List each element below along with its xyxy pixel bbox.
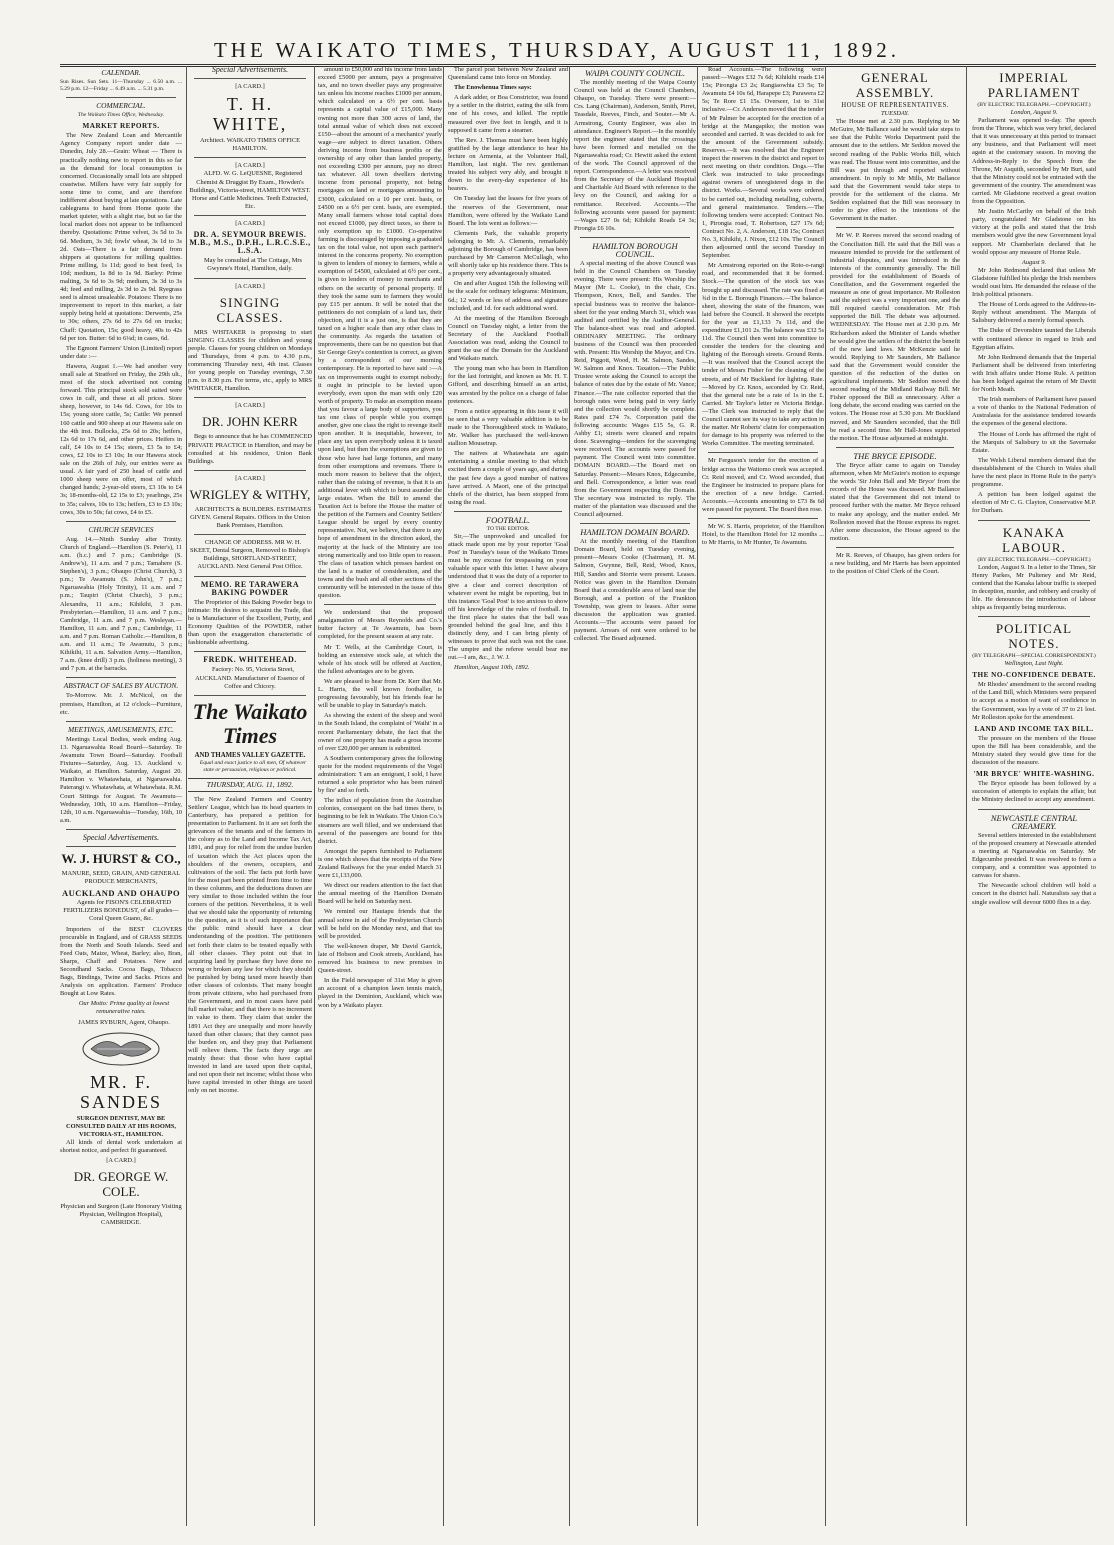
church-services: Aug. 14.—Ninth Sunday after Trinity. Church of England.—Hamilton (S. Peter's), 11 a.m. (h.c.) and 7 p.m.; Cambridge (S. Andrew's), 11 a.m. and 7 p.m.; Tamahere (S. Stephen's), 3 p.m.; Ohaupo (Christ Church), 3 p.m.; Te Awamutu (S. John's), 7 p.m.; Ngaruawahia (Holy Trinity), 11 a.m. and 7 p.m.; Taupiri (Christ Church), 3 p.m.; Alexandra, 11 a.m.; Kihikihi, 3 p.m. Presbyterian.—Hamilton, 11 a.m. and 7 p.m.; Cambridge, 11 a.m. and 7 p.m. Wesleyan.—Hamilton, 11 a.m. and 7 p.m.; Cambridge, 11 a.m. and 7 p.m. Roman Catholic.—Hamilton, 8 a.m. and 11 a.m.; Te Awamutu, 3 p.m.; Kihikihi, 11 a.m. Salvation Army.—Hamilton, 7 a.m. (knee drill) 3 p.m. (holiness meeting), 3 and 7 p.m. at the barracks. bbox=[60, 535, 182, 673]
news-paragraph: Clements Park, the valuable property belonging to Mr. A. Clements, remarkably adjoining the Borough of Cambridge, has been purchased by Mr Cameron McCullagh, who will shortly take up his residence there. This is a property very advantageously situated. bbox=[448, 229, 568, 278]
news-paragraph: The young man who has been in Hamilton for the last fortnight, and known as Mr. H. T. Gifford, and describing himself as an artist, was arrested by the police on a charge of false pretences. bbox=[448, 365, 568, 405]
waipa-report: The monthly meeting of the Waipa County Council was held at the Council Chambers, Ohaupo, on Tuesday. There were present:—Crs. Lang (Chairman), Anderson, Smith, Pirret, Teasdale, Reeves, Finch, and Souter.—Mr A. Armstrong, County Engineer, was also in attendance. Engineer's Report.—In the monthly report the engineer stated that the crossings have been formed and metalled on the Ngaruawahia road; Cr. Hewitt asked the extent of the work. The Council approved of the report. Correspondence.—A letter was received from the Secretary of the Auckland Hospital and Charitable Aid Board with reference to the levy on the Council, and asking for a remittance. Received. Accounts.—The following accounts were passed for payment:—Wages £27 0s 6d; Kihikihi Roads £4 3s; Pirongia £6 10s. bbox=[574, 79, 696, 232]
nameplate-motto: Equal and exact justice to all men, Of whatever state or persuasion, religious or political. bbox=[199, 759, 307, 773]
no-confidence-text: Mr Rhodes' amendment to the second reading of the Land Bill, which Ministers were prepared to accept as a motion of want of confidence in the Government, was by a vote of 37 to 21 lost. Mr Rolleston spoke for the amendment. bbox=[972, 681, 1096, 721]
hurst-agent: JAMES RYBURN, Agent, Ohaupo. bbox=[78, 1018, 170, 1026]
assembly-day: TUESDAY. bbox=[881, 110, 909, 118]
bridge-report: Mr Ferguson's tender for the erection of a bridge across the Waitomo creek was accepted. Cr. Reid moved, and Cr. Wood seconded, that the Engineer be instructed to prepare plans for the erection of a new bridge. Carried. Accounts.—Accounts amounting to £73 8s 6d were passed for payment. The Board then rose. bbox=[702, 457, 824, 513]
divider bbox=[194, 157, 306, 158]
calendar-heading: CALENDAR. bbox=[101, 68, 141, 77]
divider bbox=[66, 721, 176, 722]
column-8 bbox=[972, 66, 1096, 1526]
brewis-name: DR. A. SEYMOUR BREWIS. M.B., M.S., D.P.H., L.R.C.S.E., L.S.A. bbox=[189, 230, 311, 256]
wrigley-text: ARCHITECTS & BUILDERS. ESTIMATES GIVEN. General Repairs. Offices in the Union Bank Premises, Hamilton. bbox=[190, 505, 312, 530]
calendar-table: Sun Rises. Sun Sets. 11—Thursday ... 6.50 a.m. ... 5.29 p.m. 12—Friday ... 6.49 a.m. ... 5.31 p.m. bbox=[60, 79, 182, 93]
waipa-heading: WAIPA COUNTY COUNCIL. bbox=[585, 68, 685, 78]
news-paragraph: Mr T. Wells, at the Cambridge Court, is holding an extensive stock sale, at which the whole of his stock will be offered at Auction, the fullest advantages are to be given. bbox=[318, 643, 442, 675]
football-heading: FOOTBALL. bbox=[485, 514, 531, 525]
political-place: Wellington, Last Night. bbox=[1004, 660, 1064, 668]
news-paragraph: We are pleased to hear from Dr. Kerr that Mr. L. Harris, the well known footballer, is progressing favourably, but his friends fear he will be unable to play in Saturday's match. bbox=[318, 677, 442, 710]
sandes-dental: All kinds of dental work undertaken at shortest notice, and perfect fit guaranteed. bbox=[60, 1138, 182, 1155]
news-paragraph: A Southern contemporary gives the following quote for the modest requirements of the Vogel administration: 'I am an emigrant, I sold, I have returned a sole proprietor who has been ruined by fire' and so forth. bbox=[318, 754, 442, 795]
divider bbox=[194, 695, 306, 696]
domain-heading: HAMILTON DOMAIN BOARD. bbox=[580, 527, 690, 538]
land-tax-text: The pressure on the members of the House upon the Bill has been considerable, and the Ministry stated they would give time for the discussion of the measure. bbox=[972, 734, 1096, 767]
hurst-motto: Our Motto: Prime quality at lowest remunerative rates. bbox=[78, 1000, 170, 1016]
political-sub: (BY TELEGRAPH—SPECIAL CORRESPONDENT.) bbox=[972, 653, 1096, 660]
hurst-places: AUCKLAND AND OHAUPO bbox=[61, 888, 181, 899]
news-paragraph: We remind our Hautapu friends that the annual soiree in aid of the Presbyterian Church will be held on the Monday next, and that tea will be provided. bbox=[318, 908, 442, 940]
assembly-text-2: Mr W. P. Reeves moved the second reading of the Conciliation Bill. He said that the Bill was a measure intended to provide for the settlement of industrial disputes, and was introduced in the interests of the community generally. The Bill provided for the establishment of Boards of Conciliation, and the Government regarded the measure as one of great importance. Mr Rolleston said the subject was a very important one, and the Bill required careful consideration. Mr Fish supported the Bill. The debate was adjourned. WEDNESDAY. The House met at 2.30 p.m. Mr Richardson asked the Minister of Lands whether he would give the settlers of the district the benefit of the new land laws. Mr McKenzie said he would. Replying to Mr Saunders, Mr Ballance said that the Government would consider the question of the reduction of the duties on agricultural implements. Mr Seddon moved the second reading of the Midland Railway Bill. Mr Fisher opposed the Bill as unnecessary. After a long debate, the second reading was carried on the voices. The House rose at 5.30 p.m. Mr Buckland moved, and Mr Saunders seconded, that the Bill be read a second time. Mr Hall-Jones supported the motion. The House adjourned at midnight. bbox=[830, 232, 960, 442]
assembly-sub: HOUSE OF REPRESENTATIVES. bbox=[841, 102, 949, 109]
special-ads-heading: Special Advertisements. bbox=[211, 66, 289, 74]
imperial-text: The Irish members of Parliament have passed a vote of thanks to the National Federation of Australasia for the assistance tendered towards the expenses of the general elections. bbox=[972, 396, 1096, 428]
news-paragraph: As showing the extent of the sheep and wool in the South Island, the complaint of 'Waihi' in a recent Parliamentary debate, the fact that the owner of one property has made a gross income of over £20,000 per annum is submitted. bbox=[318, 712, 442, 752]
bryce-text: The Bryce affair came to again on Tuesday afternoon, when Mr McGuire's motion to expunge the words 'Sir John Hall and Mr Bryce' from the records of the House was discussed. Mr Ballance stated that the Government did not intend to proceed further with the matter. Mr Bryce refused to make any apology, and the matter ended. Mr Rolleston moved that the House express its regret. After some discussion, the House agreed to the motion. bbox=[830, 461, 960, 542]
kerr-text: Begs to announce that he has COMMENCED PRIVATE PRACTICE in Hamilton, and may be consulted at his residence, Union Bank Buildings. bbox=[188, 433, 312, 465]
divider bbox=[194, 470, 306, 471]
commercial-sub: The Waikato Times Office, Wednesday. bbox=[77, 112, 165, 119]
divider bbox=[836, 227, 954, 228]
news-paragraph: The influx of population from the Australian colonies, consequent on the bad times there, is beginning to be felt in Waikato. The Union Co.'s steamers are well filled, and we understand that several of the passengers are bound for this district. bbox=[318, 797, 442, 845]
newspaper-nameplate: The Waikato Times bbox=[192, 698, 308, 748]
commercial-heading: COMMERCIAL. bbox=[96, 101, 146, 111]
imperial-text: The House of Lords has affirmed the right of the Marquis of Salisbury to sit the Savernake Estate. bbox=[972, 430, 1096, 454]
hurst-clovers: Importers of the BEST CLOVERS procurable in England, and of GRASS SEEDS from the North and South Islands. Seed and Feed Oats, Maize, Wheat, Barley; also, Bran, Sharps, Chaff and Potatoes. New and Secondhand Sacks. Cocoa Bags, Tobacco Bags, Bindings, Twine and Sacks. Prices and Analysis on application. Farmers' Produce Bought at Low Rates. bbox=[60, 925, 182, 998]
cole-name: DR. GEORGE W. COLE. bbox=[73, 1169, 169, 1200]
news-paragraph: At the meeting of the Hamilton Borough Council on Tuesday night, a letter from the Secretary of the Auckland Football Association was read, asking the Council to grant the use of the Domain for the Auckland and Waikato match. bbox=[448, 314, 568, 363]
no-confidence-heading: THE NO-CONFIDENCE DEBATE. bbox=[972, 671, 1096, 680]
card-label: [A CARD.] bbox=[235, 474, 265, 482]
misc-notice: Mr R. Reeves, of Ohaupo, has given orders for a new building, and Mr Harris has been appointed to the position of Chief Clerk of the Court. bbox=[830, 551, 960, 576]
council-continued: Road Accounts.—The following were passed:—Wages £32 7s 6d; Kihikihi roads £14 15s; Pirongia £3 2s; Rangiaowhia £3 5s; Te Awamutu £4 10s 6d, Harapepe £3; Parawera £2 5s; Te Rore £1 15s. Overseer, 1st to 31st inclusive.—Cr. Anderson moved that the tender of Mr Palmer be accepted for the erection of a bridge at the Mangapiko; the motion was seconded and carried. It was decided to ask for the amount of the Government subsidy. Reserves.—It was resolved that the Engineer inspect the reserves in the district and report to next meeting on their condition. Dogs.—The Clerk was instructed to take proceedings against owners of unregistered dogs in the district. Works.—Several works were ordered to be carried out, including metalling, culverts, and general maintenance. Tenders.—The following tenders were accepted: Contract No. 1, Pirongia road, T. Robertson, £27 17s 6d; Contract No. 2, A. Anderson, £18 15s; Contract No. 3, Kihikihi, J. Nixon, £12 10s. The Council then adjourned until the second Tuesday in September. bbox=[702, 66, 824, 260]
divider bbox=[66, 846, 176, 847]
divider bbox=[978, 520, 1090, 521]
divider bbox=[708, 518, 818, 519]
divider bbox=[978, 809, 1090, 810]
news-paragraph: We understand that the proposed amalgamation of Messrs Reynolds and Co.'s butter factory at Te Awamutu, has been completed, for the present season at any rate. bbox=[318, 609, 442, 641]
news-paragraph: In the Field newspaper of 31st May is given an account of a champion lawn tennis match, played in the Dominion, Auckland, which was won by a Waikato player. bbox=[318, 977, 442, 1009]
column-1 bbox=[60, 66, 182, 1526]
creamery-heading: NEWCASTLE CENTRAL CREAMERY. bbox=[990, 812, 1078, 831]
divider bbox=[194, 78, 306, 79]
borough-heading: HAMILTON BOROUGH COUNCIL. bbox=[592, 240, 678, 259]
kanaka-heading: KANAKA LABOUR. bbox=[1002, 524, 1066, 555]
farmers-heading: The Egmont Farmers' Union (Limited) report under date :— bbox=[60, 344, 182, 360]
cole-desc: Physician and Surgeon (Late Honorary Visiting Physician, Wellington Hospital), CAMBRIDGE. bbox=[60, 1203, 182, 1227]
borough-report: A special meeting of the above Council was held in the Council Chambers on Tuesday evening. There were present: His Worship the Mayor (Mr L. Cooke), in the chair, Crs. Thompson, Knox, Bell, and Sandes. The special business was to receive the balance-sheet for the year ending March 31, which was audited and certified by the Auditor-General. The balance-sheet was read and adopted. ORDINARY MEETING. The ordinary business of the Council was then proceeded with. Present: His Worship the Mayor, and Crs. Reid, Piggott, Wood, H. M. Salmon, Sandes, W. Salmon and Knox. Taxation.—The Public Trustee wrote asking the Council to accept the balance of rates due by the estate of Mr. Vance; Finance.—The rate collector reported that the borough rates were being paid in very fairly and the collection would shortly be complete. Rates paid £74 7s. Corporation paid the following accounts: Wages £15 5s, G. R. Ashby £1; streets were cleaned and repairs done. Scavenging—tenders for the scavenging were received. The accounts were passed for payment. The Council went into committee. DOMAIN BOARD.—The Board met on Saturday. Present:—Messrs Knox, Edgecumbe, and Bell. Correspondence, a letter was read from the Government respecting the Domain. The secretary was instructed to reply. The matter of the plantation was discussed and the Council adjourned. bbox=[574, 260, 696, 518]
column-6 bbox=[702, 66, 824, 1526]
change-address-ad: CHANGE OF ADDRESS. MR W. H. SKEET, Dental Surgeon, Removed to Bishop's Buildings, SHORTLAND-STREET, AUCKLAND. Next General Post Office. bbox=[189, 539, 311, 571]
imperial-text: The Duke of Devonshire taunted the Liberals with continued silence in regard to Irish and Egyptian affairs. bbox=[972, 327, 1096, 351]
divider bbox=[66, 677, 176, 678]
news-paragraph: The natives at Whatawhata are again entertaining a similar meeting to that which excited them a couple of years ago, and during the past few days a good number of natives have arrived. A Maori, one of the principal chiefs of the district, has been stopped from using the road. bbox=[448, 450, 568, 506]
imperial-text: A petition has been lodged against the election of Mr C. G. Clayton, Conservative M.P. for Durham. bbox=[972, 491, 1096, 515]
bryce-heading: THE BRYCE EPISODE. bbox=[853, 450, 937, 461]
abstract-heading: ABSTRACT OF SALES BY AUCTION. bbox=[63, 681, 179, 691]
leader-continued: amount to £50,000 and his income from lands exceed £5000 per annum, pays a progressive tax, and no town dweller pays any progressive tax unless his income reaches £1000 per annum, which calculated on a 6½ per cent. basis represents a capital value of £15,000. Many owning not more than 300 acres of land, the total annual value of which does not exceed £150—about the amount of a mechanics' yearly wage—are subject to direct taxation. Others deriving income from business profits or the ownership of any other than landed property, not exceeding £300 per annum, pay no direct tax whatever. All town dwellers deriving income from personal property, not being mortgages on land or mortgages amounting to £3000, calculated on a 10 per cent. basis, or £4500 on a 6½ per cent. basis, are exempted. Many small farmers whose total capital does not exceed £1000, pay direct taxes, so there is only exemption up to £1000. Co-operative farming is discouraged by imposing a graduated tax on the total value, not upon each partner's interest in the concerns property. No exemption is given to lenders of money to farmers, while a exemption of £4500, calculated at 6½ per cent., is given to lenders of money to merchants and others on the security of personal property. If they took the same sum to farmers they would pay £15 per annum. It will be noted that the petitioners do not complain of a land tax, their objection, and it is a just one, is that they are taxed on a higher scale than any other class in the community. As regards the taxation of improvements, there can be no question but that Sir George Grey's contention is correct, as given by a correspondent of our morning contemporary. He is reported to have said :—A tax on improvements ought to exempt nobody; it ought in principle to be levied upon everybody, even upon the man with only £20 worth of property. To make an exemption means that you favour a large body of supporters, you tax one class of people while you exempt another, give one class the right to revenge itself upon another. It is inequitable, however, to place any tax upon everybody unless it is taxed upon land, but then the exemptions are given to those who have had large fortunes, and many from other exemptions and revenues. There is much more reason to believe that the object, rather than the raising of revenue, is that it is an additional lever with which to burst asunder the large estates. When the Bill to amend the Taxation Act is before the House the matter of the petition of the Farmers and Country Settlers' League should be urged by every country representative. Not, we believe, that there is any hope of amendment in the direction asked, the majority at the back of the Ministry are too strong numerically and too little open to reason. The class of taxation which presses hardest on the land is a matter of consideration, and the towns and the bush and all other sections of the community will be interested in the issue of this question. bbox=[318, 66, 442, 600]
football-signature: Hamilton, August 10th, 1892. bbox=[454, 664, 530, 672]
news-paragraph: On and after August 15th the following will be the scale for ordinary telegrams: Minimum, 6d.; 12 words or less of address and signature included, and 1d. for each additional word. bbox=[448, 280, 568, 312]
divider bbox=[194, 215, 306, 216]
assembly-text: The House met at 2.30 p.m. Replying to Mr McGuire, Mr Ballance said he would take steps to see that the Public Works Department paid the amount due to the settlers. Mr Seddon moved the second reading of the Public Works Bill, which was read. The House went into committee, and the Bill was put through and reported without amendment. In reply to Mr Mills, Mr Ballance said that the Government would take steps to provide for the settlement of the claims. Mr Seddon explained that the Bill was necessary in order to give effect to the intentions of the Government in the matter. bbox=[830, 118, 960, 223]
imperial-place: London, August 9. bbox=[1010, 109, 1058, 116]
market-heading: MARKET REPORTS. bbox=[82, 122, 160, 131]
divider bbox=[194, 576, 306, 577]
bryce-whitewashing-text: The Bryce episode has been followed by a succession of attempts to explain the affair, but the Ministry declined to accept any amendment. bbox=[972, 780, 1096, 804]
market-report: The New Zealand Loan and Mercantile Agency Company report under date — Dunedin, July 28.—Grain: Wheat — There is practically nothing new to report in this so far as the demand for local consumption is concerned. Occasionally small lots are shipped coastwise. Millers have very fair supply for some time to come, and are therefore indifferent about buying at late quotations. Late cablegrams to hand from Home quote the market quieter, with a slight rise, but so far the local market does not appear to be influenced thereby. Quotations: Prime velvet, 3s 5d to 3s 6d. Medium, 3s 3d; fowls' wheat, 3s 1d to 3s 2d. Oats—There is a fair demand from shippers at quotations for milling qualities. Prime milling, 1s 11d; good to best feed, 1s 10d; medium, 1s 8d to 1s 9d. Barley: Prime malting, 3s 6d to 3s 9d; medium, 3s 3d to 3s 4d; feed and milling, 2s 3d to 2s 9d. Ryegrass seed is almost unsaleable. Potatoes: There is no improvement to report in this market, a fair supply being held at quotations: Derwents, 25s to 30s; others, 27s 6d to 27s 6d on trucks; Chaff: Quotation, 15s; good heavy, 40s to 42s 6d per ton. Butter: 6d to 6¼d; in cases, 6d. bbox=[60, 132, 182, 342]
memo-text: The Proprietor of this Baking Powder begs to intimate: He desires to acquaint the Trade, that he is Manufacturer of the Excellent, Purity, and Economy Qualities of the POWDER, rather than upon the exaggeration characteristic of fashionable advertising. bbox=[188, 598, 312, 647]
divider bbox=[66, 97, 176, 98]
masthead-rule bbox=[60, 64, 1096, 65]
column-7 bbox=[830, 66, 960, 1526]
bryce-whitewashing-heading: 'MR BRYCE' WHITE-WASHING. bbox=[973, 770, 1095, 779]
singing-heading: SINGING CLASSES. bbox=[216, 294, 284, 325]
imperial-text: Mr John Redmond demands that the Imperial Parliament shall be delivered from interfering with Irish affairs under Home Rule. A petition has been lodged against the return of Mr Davitt for North Meath. bbox=[972, 353, 1096, 394]
white-name: T. H. WHITE, bbox=[212, 94, 288, 135]
singing-text: MRS WHITAKER is proposing to start SINGING CLASSES for children and young people. Classes for young children on Mondays and Thursdays, from 4 p.m. to 4.30 p.m., commencing Thursday next, 4th inst. Classes for young people on Tuesday evenings, 7.30 p.m. to 8.30 p.m. For terms, etc., apply to MRS WHITAKER, Hamilton. bbox=[188, 328, 312, 393]
wrigley-name: WRIGLEY & WITHY, bbox=[189, 486, 311, 502]
political-heading: POLITICAL NOTES. bbox=[995, 621, 1073, 652]
football-to: TO THE EDITOR. bbox=[486, 525, 530, 532]
white-desc: Architect. WAIKATO TIMES OFFICE HAMILTON. bbox=[199, 137, 301, 153]
divider bbox=[580, 523, 690, 524]
divider bbox=[66, 521, 176, 522]
tooth-illustration-icon bbox=[60, 1029, 182, 1069]
leader-article: The New Zealand Farmers and Country Settlers' League, which has its head quarters in Canterbury, has prepared a petition for presentation to Parliament. In it are set forth the grievances of the tenants and of the farmers in the colony as to the Land and Income Tax Act, 1891, and pray for relief from the undue burden of taxation which the Act places upon the shoulders of the owners, occupiers, and cultivators of the soil. The facts put forth have for the most part been printed from time to time in these columns, and the deductions drawn are very similar to those included within the four corners of the petition. Nevertheless, it is well that we should take the opportunity of returning to the question, as it is of such importance that the public mind should have a clear understanding of the position. The petitioners set forth their claim to be treated equally with all other classes. They point out that in acquiring land by purchase they have done no wrong or broken any law for which they should be punished by being taxed more heavily than other classes of colonists. That many bought from private citizens, who had purchased from the Government, and in most cases have paid full market value; and that there is no increment in value to them. They claim that under the 1891 Act they are unequally and more heavily taxed than other classes; that they cannot pass the burden on, and they pray that Parliament will relieve them. The facts they urge are mainly these: that those who have capital invested in land are taxed upon their capital, and not upon their net income; whilst those who have capital invested in other things are taxed only on net income. bbox=[188, 795, 312, 1095]
divider bbox=[324, 604, 436, 605]
news-paragraph: From a notice appearing in this issue it will be seen that a very valuable addition is to be made to the Thoroughbred stock in Waikato, Mr. Walker has purchased the well-known stallion Mousetrap. bbox=[448, 407, 568, 448]
special-ads-heading: Special Advertisements. bbox=[82, 832, 160, 842]
imperial-sub: (BY ELECTRIC TELEGRAPH.—COPYRIGHT.) bbox=[977, 102, 1091, 108]
page-masthead: THE WAIKATO TIMES, THURSDAY, AUGUST 11, 1892. bbox=[213, 38, 900, 62]
column-3 bbox=[318, 66, 442, 1526]
whitehead-name: FREDK. WHITEHEAD. bbox=[203, 655, 297, 665]
divider bbox=[194, 278, 306, 279]
meetings-text: Meetings Local Bodies, week ending Aug. 13. Ngaruawahia Road Board—Saturday. Te Awamutu Town Board—Saturday. Football Fixtures—Saturday, Aug. 13. Auckland v. Waikato, at Hamilton. Saturday, August 20. Hamilton v. Whatawhata, at Ngaruawahia. Paterangi v. Whatawhata, at Whatawhata. R.M. Court Sittings for August. Te Awamutu—Wednesday, 10th, 10 a.m. Hamilton—Friday, 12th, 10 a.m. Ngaruawahia—Tuesday, 16th, 10 a.m. bbox=[60, 735, 182, 824]
abstract-text: To-Morrow. Mr. J. McNicol, on the premises, Hamilton, at 12 o'clock—Furniture, etc. bbox=[60, 692, 182, 716]
creamery-text-2: The Newcastle school children will hold a concert in the district hall. Naturalists say that a single swallow will devour 6000 flies in a day. bbox=[972, 882, 1096, 906]
news-paragraph: The parcel post between New Zealand and Queensland came into force on Monday. bbox=[448, 66, 568, 82]
imperial-text: The Welsh Liberal members demand that the disestablishment of the Church in Wales shall have the next place in Home Rule in the party's programme. bbox=[972, 456, 1096, 489]
divider bbox=[836, 447, 954, 448]
news-paragraph: Amongst the papers furnished to Parliament is one which shows that the receipts of the New Zealand Railways for the year ended March 31 were £1,133,000. bbox=[318, 847, 442, 880]
imperial-place: August 9. bbox=[1021, 258, 1047, 266]
domain-report: At the monthly meeting of the Hamilton Domain Board, held on Tuesday evening, present—Messrs Cooke (Chairman), H. M. Salmon, Gwynne, Bell, Reid, Wood, Knox, Hill, Sandes and Storrie were present. Leases. Notice was given in the Hamilton Domain Board that a considerable area of land near the Borough, and a portion of the Frankton Township, was given to leases. After some discussion the application was granted. Accounts.—The accounts were passed for payment. Arrears of rent were ordered to be collected. The Board adjourned. bbox=[574, 538, 696, 643]
divider bbox=[580, 237, 690, 238]
lequesne-ad: ALFD. W. G. LeQUESNE, Registered Chemist & Druggist By Exam., Howden's Buildings, Victoria-street, HAMILTON WEST. Horse and Cattle Medicines. Teeth Extracted, Etc. bbox=[189, 170, 311, 210]
nameplate-subtitle: AND THAMES VALLEY GAZETTE. bbox=[194, 751, 306, 759]
divider bbox=[66, 829, 176, 830]
whitehead-text: Factory: No. 95, Victoria Street, AUCKLAND. Manufacturer of Essence of Coffee and Chicory. bbox=[195, 666, 305, 690]
farmers-report: Hawera, August 1.—We had another very small sale at Stratford on Friday, the 29th ult., most of the stock advertised not coming forward. This principal stock sold suited were cows in calf, and these at all prices. Store sheep, however, to 14s 6d. Cows, for 10s to 15s; young store cattle, 5s; Cattle: We penned 160 cattle and 900 sheep at our Hawera sale on the 4th inst. Bullocks, 25s 6d to 20s; heifers, 12s 6d to 17s 6d, and other prices. Heifers in calf, £4 10s to £4 15s; steers, £3 5s to £4; cows, £2 10s to £3 10s; In our Hawera stock sale on the 26th of July, our entries were as usual. A fair yard of 250 head of cattle and 1000 sheep were on offer, most of which changed hands; 2-year-old steers, £3 10s to £4 3s; 18-months-old, £2 15s to £3; yearlings, 25s to 35s; calves, 10s to 13s; heifers, £3 to £3 10s; cows, 30s to 50s; fat cows, £4 to £5. bbox=[60, 362, 182, 516]
news-paragraph: We direct our readers attention to the fact that the annual meeting of the Hamilton Domain Board will be held on Saturday next. bbox=[318, 882, 442, 906]
card-label: [A CARD.] bbox=[235, 219, 265, 227]
kerr-name: DR. JOHN KERR bbox=[202, 414, 298, 430]
card-label: [A CARD.] bbox=[235, 83, 265, 91]
hurst-desc: MANURE, SEED, GRAIN, AND GENERAL PRODUCE MERCHANTS, bbox=[61, 869, 181, 886]
divider bbox=[454, 511, 562, 512]
hurst-agents: Agents for FISON'S CELEBRATED FERTILIZERS BONEDUST, of all grades—Coral Queen Guano, &c. bbox=[63, 899, 179, 923]
divider bbox=[194, 651, 306, 652]
imperial-heading: IMPERIAL PARLIAMENT bbox=[987, 70, 1081, 100]
divider bbox=[194, 397, 306, 398]
assembly-heading: GENERAL ASSEMBLY. bbox=[855, 70, 935, 100]
card-label: [A CARD.] bbox=[235, 402, 265, 410]
news-paragraph: The Rev. J. Thomas must have been highly gratified by the large attendance to hear his lecture on Armenia, at the Volunteer Hall, Hamilton, last night. The rev. gentleman treated his subject very ably, and brought it down to the every-day experience of his hearers. bbox=[448, 136, 568, 193]
divider bbox=[978, 616, 1090, 617]
kanaka-text: London, August 9. In a letter to the Times, Sir Henry Parkes, Mr Pulteney and Mr Reid, contend that the Kanaka labour traffic is steeped in deception, murder, and robbery and cruelty of life. He denounces the introduction of labour ships as frequently being murderous. bbox=[972, 563, 1096, 611]
card-label: [A CARD.] bbox=[235, 282, 265, 290]
meetings-heading: MEETINGS, AMUSEMENTS, ETC. bbox=[67, 724, 174, 734]
news-subhead: The Enowhenua Times says: bbox=[454, 84, 532, 92]
news-paragraph: On Tuesday last the leases for five years of the reserves of the Government, near Hamilton, were offered by the Waikato Land Board. The lots went as follows:— bbox=[448, 195, 568, 227]
column-2 bbox=[188, 66, 312, 1526]
imperial-text: The House of Lords agreed to the Address-in-Reply without amendment. The Marquis of Salisbury delivered a merely formal speech. bbox=[972, 301, 1096, 325]
card-label: [A CARD.] bbox=[235, 162, 265, 170]
news-paragraph: A dark adder, or Boa Constrictor, was found by a settler in the district, eating the silk from one of his cows, and killed. The reptile measured over five feet in length, and it is supposed it came from a steamer. bbox=[448, 94, 568, 134]
imperial-text: Mr John Redmond declared that unless Mr Gladstone fulfilled his pledge the Irish members would oust him. He demanded the release of the Irish political prisoners. bbox=[972, 266, 1096, 299]
church-heading: CHURCH SERVICES bbox=[88, 524, 154, 534]
brewis-desc: May be consulted at The Cottage, Mrs Gwynne's Hotel, Hamilton, daily. bbox=[203, 257, 303, 273]
issue-date: THURSDAY, AUG. 11, 1892. bbox=[188, 778, 312, 792]
columns bbox=[60, 66, 1096, 1526]
imperial-text: Mr Justin McCarthy on behalf of the Irish party, congratulated Mr Gladstone on his victory at the polls and stated that the Irish members would give the new Government loyal support. Mr Chamberlain declared that he would oppose any measure of Home Rule. bbox=[972, 208, 1096, 256]
card-label: [A CARD.] bbox=[106, 1157, 136, 1165]
kanaka-sub: (BY ELECTRIC TELEGRAPH.—COPYRIGHT.) bbox=[977, 556, 1091, 563]
creamery-text: Several settlers interested in the establishment of the proposed creamery at Newcastle attended a meeting at Ngaruawahia on Saturday. Mr Edgecumbe presided. It was resolved to form a company, and a committee was appointed to canvass for shares. bbox=[972, 831, 1096, 880]
hotel-notice: Mr W. S. Harris, proprietor, of the Hamilton Hotel, to the Hamilton Hotel for 12 months ... to Mr Harris, to Mr Hunter, Te Awamutu. bbox=[702, 523, 824, 547]
sandes-desc: SURGEON DENTIST, MAY BE CONSULTED DAILY AT HIS ROOMS, VICTORIA-ST., HAMILTON. bbox=[65, 1114, 177, 1138]
land-tax-heading: LAND AND INCOME TAX BILL. bbox=[974, 724, 1094, 733]
column-5 bbox=[574, 66, 696, 1526]
news-paragraph: The well-known draper, Mr David Garrick, late of Hobson and Cook streets, Auckland, has removed his business to new premises in Queen-street. bbox=[318, 942, 442, 975]
divider bbox=[836, 547, 954, 548]
council-continued-2: Mr Armstrong reported on the Roto-o-rangi road, and recommended that it be formed. Stock.—The question of the stock tax was brought up and discussed. The rate was fixed at ¾d in the £. Borough Finances.—The balance-sheet, showing the state of the finances, was laid before the Council. It showed the receipts for the year as £1,133 7s 11d, and the expenditure £1,101 2s. The balance was £32 5s 11d. The Council then went into committee to consider the tenders for the cleaning and lighting of the Borough streets. Ground Rents.—It was resolved that the Council accept the tender of Messrs Fisher for the cleaning of the streets, and of Mr Buckland for lighting. Rate.—Moved by Cr. Knox, seconded by Cr. Reid, that the general rate be a rate of 1s in the £. Carried. Mr Taylor's letter re Victoria Bridge.—The Clerk was instructed to reply that the Council cannot see its way to take any action in the matter. Mr Roberts' claim for compensation for damage to his property was referred to the Works Committee. The meeting terminated. bbox=[702, 262, 824, 448]
divider bbox=[708, 452, 818, 453]
column-4 bbox=[448, 66, 568, 1526]
football-letter: Sir,—The unprovoked and uncalled for attack made upon me by your reporter 'Goal Post' in Tuesday's issue of the Waikato Times must be my excuse for trespassing on your valuable space with this letter. I have always understood that it was the duty of a reporter to give a clear and correct description of whatever event he might be reporting, but in this instance 'Goal Post' is too anxious to show off his knowledge of the rules of football. In the first place he states that the ball was grounded behind the goal line, and this I distinctly deny, and I can bring plenty of witnesses to prove that such was not the case. The umpire and the referee would bear me out.—I am, &c., J. W. J. bbox=[448, 532, 568, 662]
imperial-text: Parliament was opened to-day. The speech from the Throne, which was very brief, declared that it was unnecessary at this period to transact any business, and that Parliament will meet again at the customary season. In moving the Address-in-Reply to the Speech from the Throne, Mr Asquith, seconded by Mr Burt, said that the Ministry could not be entrusted with the government of the country. The amendment was carried. Mr Gladstone received a great ovation from the Opposition. bbox=[972, 117, 1096, 206]
divider bbox=[194, 534, 306, 535]
memo-heading: MEMO. RE TARAWERA BAKING POWDER bbox=[200, 579, 300, 597]
sandes-name: MR. F. SANDES bbox=[79, 1071, 162, 1112]
hurst-name: W. J. HURST & CO., bbox=[61, 850, 181, 866]
